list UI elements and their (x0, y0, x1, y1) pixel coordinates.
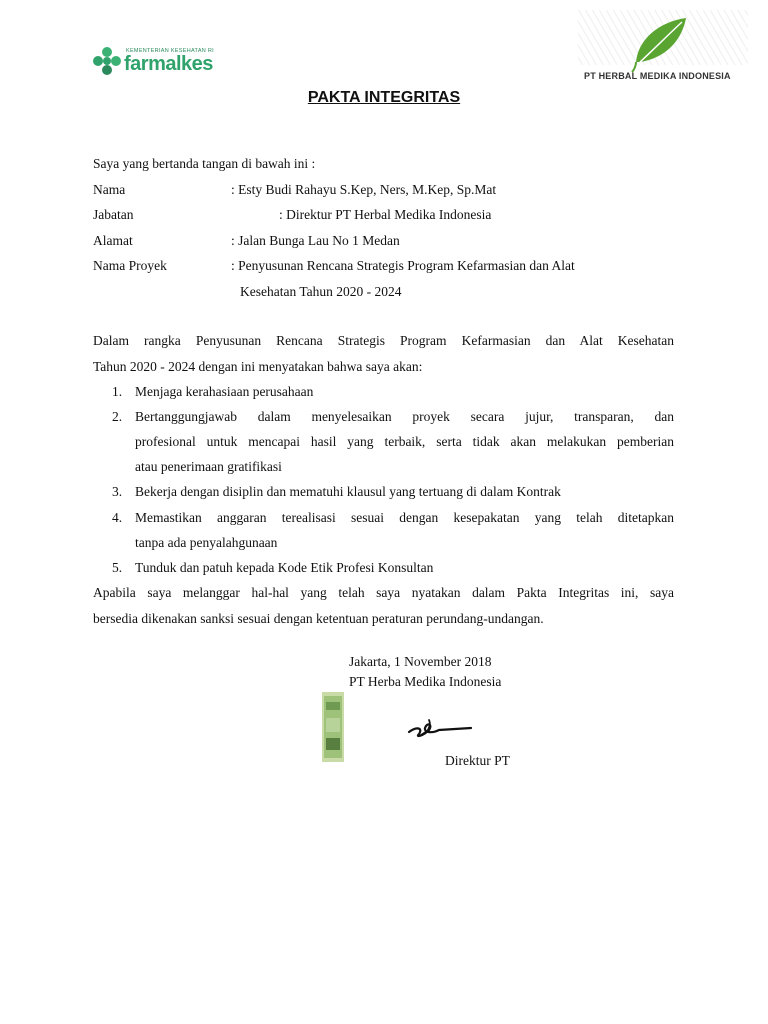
field-value-jabatan: : Direktur PT Herbal Medika Indonesia (279, 207, 492, 222)
company-label: PT HERBAL MEDIKA INDONESIA (584, 71, 731, 81)
list-item-text: Tunduk dan patuh kepada Kode Etik Profesi Konsultan (135, 560, 434, 575)
list-item-text: tanpa ada penyalahgunaan (135, 535, 278, 550)
closing-line-2: bersedia dikenakan sanksi sesuai dengan ketentuan peraturan perundang-undangan. (93, 611, 544, 626)
brand-name: farmalkes (124, 53, 213, 75)
list-item-text: Menjaga kerahasiaan perusahaan (135, 384, 314, 399)
list-item-text: Memastikan anggaran terealisasi sesuai dengan kesepakatan yang telah ditetapkan (135, 510, 674, 525)
list-number: 1. (112, 384, 123, 399)
list-item-text: Bekerja dengan disiplin dan mematuhi klausul yang tertuang di dalam Kontrak (135, 484, 561, 499)
field-value-proyek-cont: Kesehatan Tahun 2020 - 2024 (240, 284, 402, 299)
field-value-nama: : Esty Budi Rahayu S.Kep, Ners, M.Kep, Sp.Mat (231, 182, 497, 197)
ministry-label: KEMENTERIAN KESEHATAN RI (126, 48, 214, 54)
handwritten-signature-icon (405, 712, 475, 740)
herbal-medika-logo (578, 10, 748, 90)
field-label-nama: Nama (93, 182, 126, 197)
statement-line-2: Tahun 2020 - 2024 dengan ini menyatakan bahwa saya akan: (93, 359, 423, 374)
intro-text: Saya yang bertanda tangan di bawah ini : (93, 156, 316, 171)
closing-line-1: Apabila saya melanggar hal-hal yang telah saya nyatakan dalam Pakta Integritas ini, saya (93, 585, 674, 600)
field-label-proyek: Nama Proyek (93, 258, 167, 273)
list-item-text: Bertanggungjawab dalam menyelesaikan proyek secara jujur, transparan, dan (135, 409, 674, 424)
place-date: Jakarta, 1 November 2018 (349, 654, 492, 669)
document-title: PAKTA INTEGRITAS (307, 89, 461, 106)
revenue-stamp-icon (322, 692, 344, 762)
statement-line-1: Dalam rangka Penyusunan Rencana Strategis Program Kefarmasian dan Alat Kesehatan (93, 333, 674, 348)
list-item-text: profesional untuk mencapai hasil yang terbaik, serta tidak akan melakukan pemberian (135, 434, 674, 449)
field-label-jabatan: Jabatan (93, 207, 134, 222)
farmalkes-logo (92, 46, 232, 80)
list-number: 4. (112, 510, 123, 525)
signoff-company: PT Herba Medika Indonesia (349, 674, 502, 689)
green-plus-cross-icon (92, 46, 122, 76)
list-number: 5. (112, 560, 123, 575)
list-number: 2. (112, 409, 123, 424)
field-value-proyek: : Penyusunan Rencana Strategis Program Kefarmasian dan Alat (231, 258, 575, 273)
list-number: 3. (112, 484, 123, 499)
signoff-role: Direktur PT (445, 753, 510, 768)
field-value-alamat: : Jalan Bunga Lau No 1 Medan (231, 233, 400, 248)
field-label-alamat: Alamat (93, 233, 133, 248)
list-item-text: atau penerimaan gratifikasi (135, 459, 282, 474)
